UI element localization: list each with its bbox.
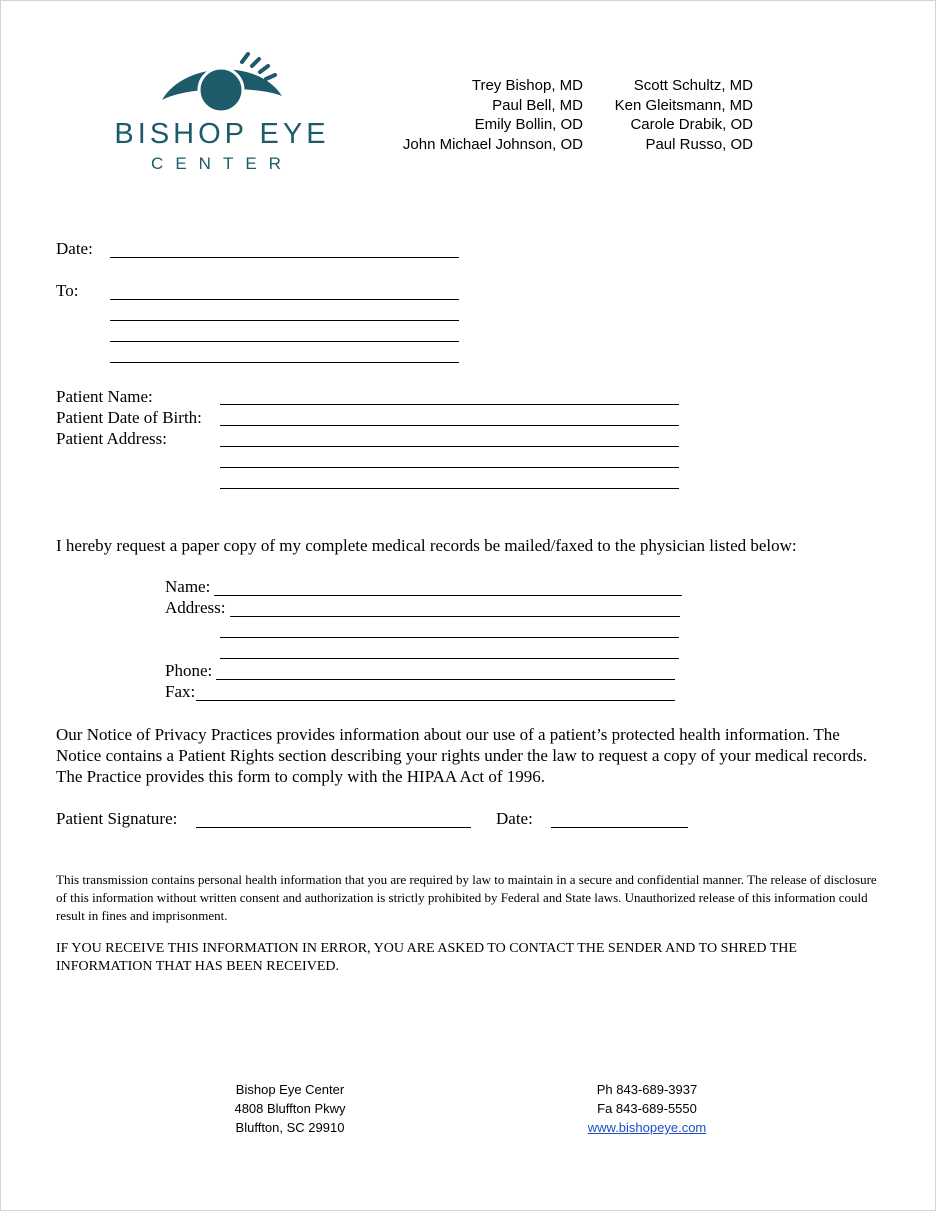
doctor-list-left [380,76,583,154]
footer-contact [557,1080,737,1137]
physician-address-field-line[interactable] [220,658,679,659]
signature-date-label: Date: [496,809,533,828]
footer-fax: Fa 843-689-5550 [597,1101,697,1116]
footer-address [200,1080,380,1137]
eye-logo-icon [158,52,288,114]
website-link[interactable]: www.bishopeye.com [587,1120,707,1135]
patient-dob-field-line[interactable] [220,425,679,426]
footer-street: 4808 Bluffton Pkwy [234,1101,346,1116]
to-label: To: [56,281,79,300]
doctor-name: Ken Gleitsmann, MD [614,96,753,114]
to-field-line[interactable] [110,320,459,321]
patient-address-field-line[interactable] [220,446,679,447]
physician-name-label: Name: [165,577,211,596]
physician-name-field-line[interactable] [214,595,682,596]
doctor-name: Emily Bollin, OD [474,116,583,133]
patient-address-field-line[interactable] [220,467,679,468]
physician-address-field-line[interactable] [220,637,679,638]
doctor-name: Scott Schultz, MD [633,77,753,94]
logo-text-secondary: CENTER [151,154,293,173]
signature-date-field-line[interactable] [551,827,688,828]
patient-name-field-line[interactable] [220,404,679,405]
error-warning: IF YOU RECEIVE THIS INFORMATION IN ERROR, YOU ARE ASKED TO CONTACT THE SENDER AND TO SHRED THE INFORMATION THAT HAS BEEN RECEIVED. [56,941,797,974]
to-field-line[interactable] [110,299,459,300]
to-field-line[interactable] [110,362,459,363]
patient-address-field-line[interactable] [220,488,679,489]
to-field-line[interactable] [110,341,459,342]
footer-city: Bluffton, SC 29910 [235,1120,345,1135]
physician-fax-label: Fax: [165,682,196,701]
logo-text-primary: BISHOP EYE [114,118,330,150]
request-statement: I hereby request a paper copy of my complete medical records be mailed/faxed to the physician listed below: [56,536,797,555]
bishop-eye-logo [84,52,364,176]
physician-phone-field-line[interactable] [216,679,675,680]
patient-signature-field-line[interactable] [196,827,471,828]
date-field-line[interactable] [110,257,459,258]
doctor-name: John Michael Johnson, OD [402,135,583,153]
doctor-name: Carole Drabik, OD [630,116,753,133]
patient-address-label: Patient Address: [56,429,167,448]
footer-phone: Ph 843-689-3937 [596,1082,698,1097]
date-label: Date: [56,239,93,258]
confidentiality-disclaimer: This transmission contains personal health information that you are required by law to maintain in a secure and confidential manner. The release of disclosure of this information without written consent and authorization is strictly prohibited by Federal and State laws. Unauthorized release of this information could result in fines and imprisonment. [56,872,877,923]
patient-signature-label: Patient Signature: [56,809,178,828]
privacy-notice: Our Notice of Privacy Practices provides information about our use of a patient’s protected health information. The Notice contains a Patient Rights section describing your rights under the law to request a copy of your medical records. The Practice provides this form to comply with the HIPAA Act of 1996. [56,725,868,786]
physician-phone-label: Phone: [165,661,213,680]
patient-name-label: Patient Name: [56,387,153,406]
footer-company-name: Bishop Eye Center [235,1082,345,1097]
doctor-list-right [600,76,753,154]
physician-address-field-line[interactable] [230,616,680,617]
doctor-name: Paul Russo, OD [645,135,753,153]
physician-fax-field-line[interactable] [196,700,675,701]
patient-dob-label: Patient Date of Birth: [56,408,202,427]
doctor-name: Paul Bell, MD [492,96,583,114]
physician-address-label: Address: [165,598,226,617]
doctor-name: Trey Bishop, MD [471,77,583,94]
